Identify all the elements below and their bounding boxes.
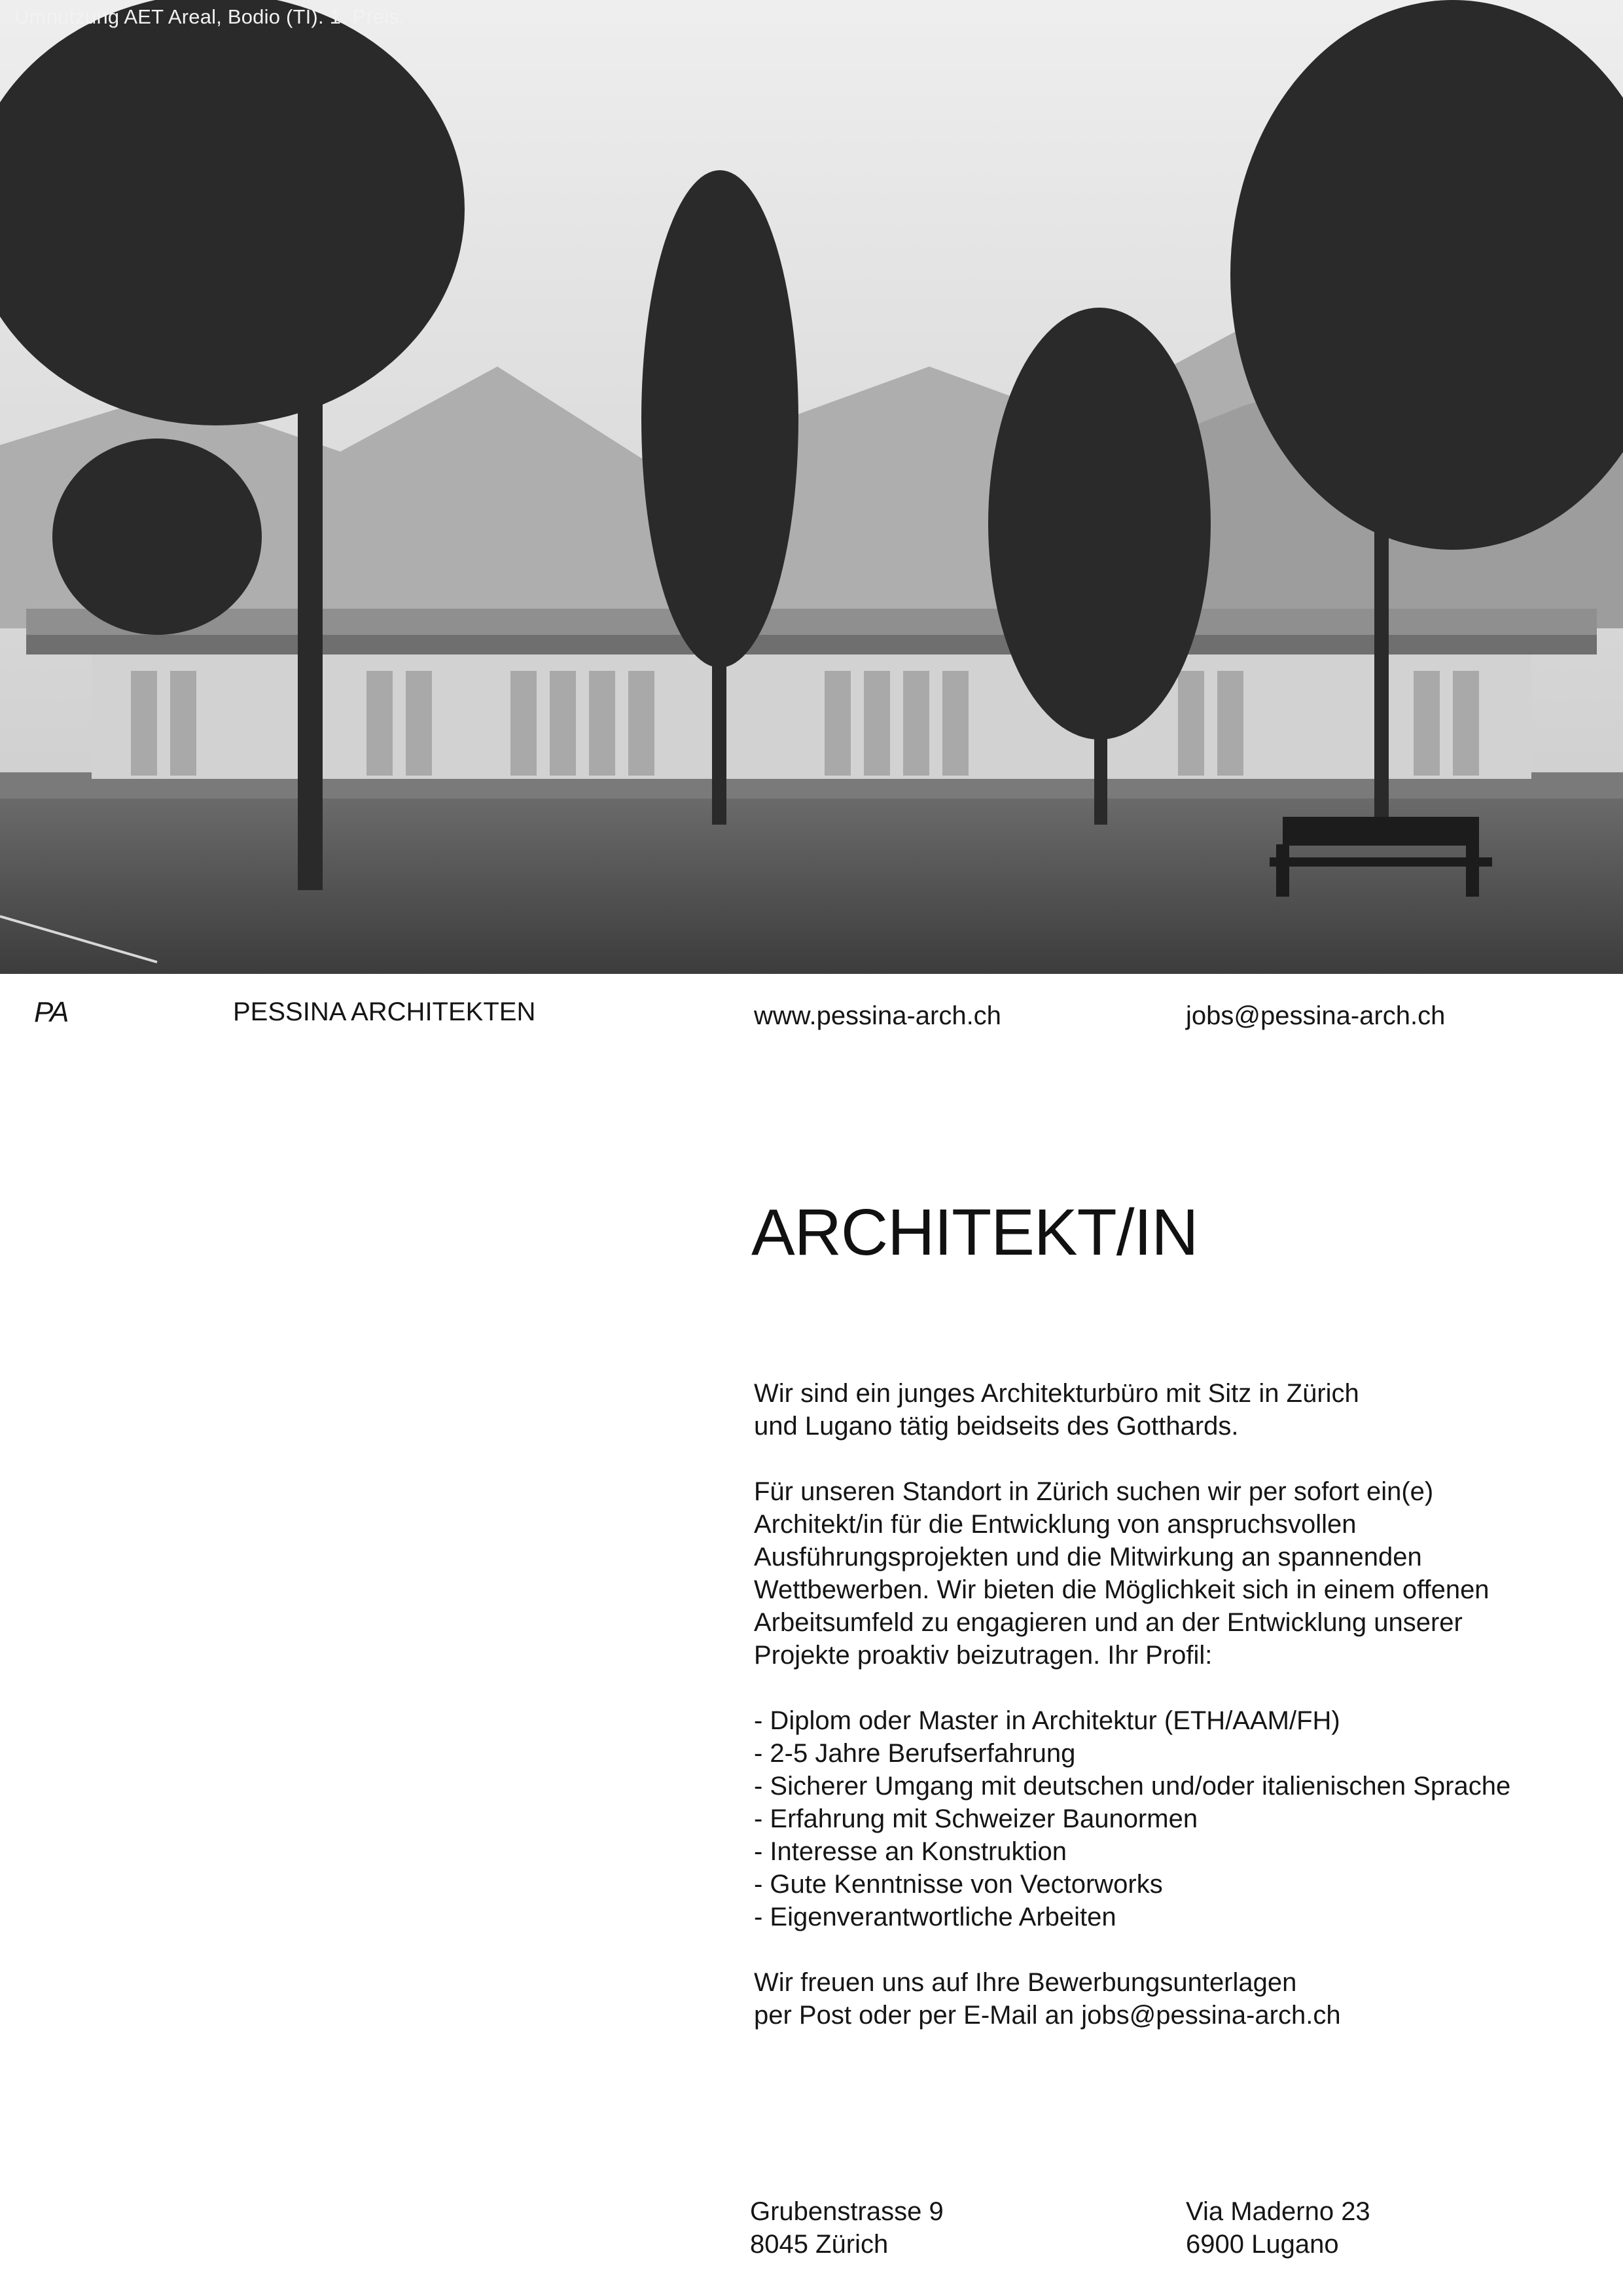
- address-lugano: [1186, 2195, 1370, 2261]
- profile-item: - Erfahrung mit Schweizer Baunormen: [754, 1804, 1198, 1833]
- firm-name: PESSINA ARCHITEKTEN: [233, 997, 536, 1026]
- closing-paragraph: [754, 1966, 1605, 2032]
- website-link[interactable]: www.pessina-arch.ch: [754, 1001, 1001, 1030]
- intro-paragraph: [754, 1377, 1605, 1443]
- description-line: Für unseren Standort in Zürich suchen wir per sofort ein(e): [754, 1477, 1434, 1506]
- hero-image: [0, 0, 1623, 974]
- address-street: Via Maderno 23: [1186, 2197, 1370, 2226]
- image-caption: Umnutzung AET Areal, Bodio (TI). 1. Preis.: [14, 5, 406, 28]
- address-zurich: [750, 2195, 944, 2261]
- profile-item: - Gute Kenntnisse von Vectorworks: [754, 1870, 1163, 1899]
- description-line: Arbeitsumfeld zu engagieren und an der Entwicklung unserer: [754, 1608, 1463, 1637]
- hero-rendering: [0, 0, 1623, 974]
- job-title: ARCHITEKT/IN: [751, 1196, 1198, 1269]
- intro-line: und Lugano tätig beidseits des Gotthards.: [754, 1412, 1239, 1441]
- firm-logo: PA: [34, 996, 68, 1028]
- pavilion-building: [26, 609, 1597, 779]
- profile-item: - 2-5 Jahre Berufserfahrung: [754, 1739, 1076, 1768]
- description-line: Wettbewerben. Wir bieten die Möglichkeit sich in einem offenen: [754, 1575, 1489, 1604]
- profile-item: - Diplom oder Master in Architektur (ETH/AAM/FH): [754, 1706, 1340, 1735]
- description-line: Ausführungsprojekten und die Mitwirkung an spannenden: [754, 1543, 1422, 1571]
- closing-line: per Post oder per E-Mail an jobs@pessina-arch.ch: [754, 2001, 1341, 2030]
- address-street: Grubenstrasse 9: [750, 2197, 944, 2226]
- profile-item: - Sicherer Umgang mit deutschen und/oder italienischen Sprache: [754, 1772, 1511, 1801]
- email-link[interactable]: jobs@pessina-arch.ch: [1186, 1001, 1446, 1030]
- description-line: Architekt/in für die Entwicklung von anspruchsvollen: [754, 1510, 1357, 1539]
- profile-list: [754, 1704, 1605, 1933]
- intro-line: Wir sind ein junges Architekturbüro mit Sitz in Zürich: [754, 1379, 1359, 1408]
- job-description: [754, 1377, 1605, 2064]
- closing-line: Wir freuen uns auf Ihre Bewerbungsunterlagen: [754, 1968, 1297, 1997]
- description-line: Projekte proaktiv beizutragen. Ihr Profil:: [754, 1641, 1213, 1670]
- position-paragraph: [754, 1475, 1605, 1672]
- address-city: 8045 Zürich: [750, 2230, 889, 2259]
- profile-item: - Eigenverantwortliche Arbeiten: [754, 1903, 1116, 1931]
- profile-item: - Interesse an Konstruktion: [754, 1837, 1067, 1866]
- address-city: 6900 Lugano: [1186, 2230, 1339, 2259]
